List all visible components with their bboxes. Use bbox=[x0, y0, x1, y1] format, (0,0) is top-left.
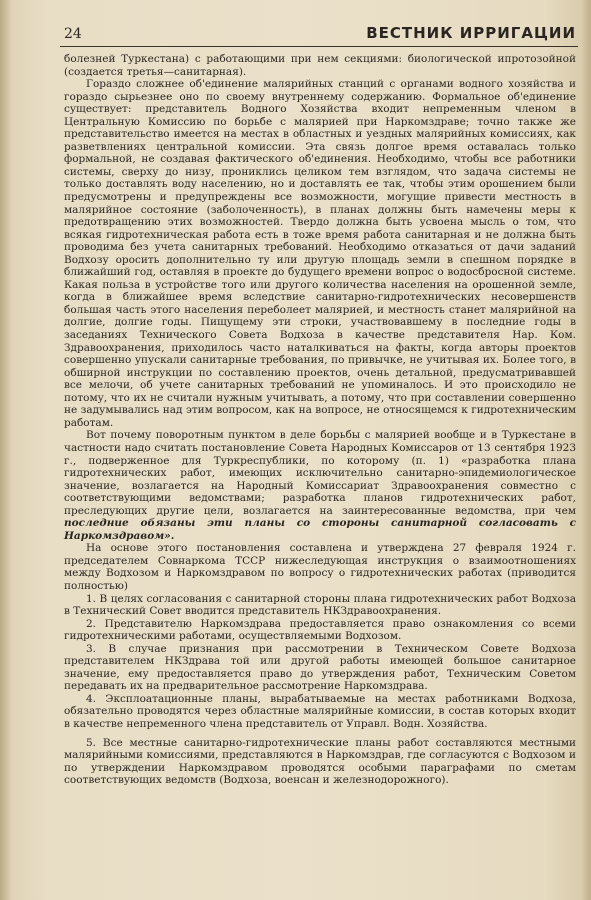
instruction-item-4: 4. Эксплоатационные планы, вырабатываемые на местах работниками Водхоза, обязательно проводятся через областные малярийные комиссии, в состав которых входит в качестве непременного члена представитель от Управл. Водн. Хозяйства. bbox=[64, 692, 576, 730]
page-edge-shadow-left bbox=[0, 0, 12, 900]
header-rule bbox=[60, 46, 578, 47]
article-body bbox=[64, 53, 576, 787]
running-header bbox=[60, 24, 580, 46]
instruction-item-5: 5. Все местные санитарно-гидротехнические планы работ составляются местными малярийными комиссиями, представляются в Наркомздрав, где согласуются с Водхозом и по утверждении Наркомздравом проводятся особыми параграфами по сметам соответствующих ведомств (Водхоза, военсан и железнодорожного). bbox=[64, 736, 576, 787]
paragraph-instruction: На основе этого постановления составлена и утверждена 27 февраля 1924 г. председателем Совнаркома ТССР нижеследующая инструкция о взаимоотношениях между Водхозом и Наркомздравом по вопросу о гидротехнических работах (приводится полностью) bbox=[64, 542, 576, 592]
page-edge-shadow-right bbox=[581, 0, 591, 900]
paragraph-water-management: Гораздо сложнее об'единение малярийных станций с органами водного хозяйства и гораздо сырьезнее оно по своему внутреннему содержанию. Формальное об'единение существует: представитель Водного Хозяйства входит непременным членом в Центральную Комиссию по борьбе с малярией при Наркомздраве; точно также же представительство имеется на местах в областных и уездных малярийных комиссиях, как разветвлениях центральной комиссии. Эта связь долгое время оставалась только формальной, не создавая фактического об'единения. Необходимо, чтобы все работники системы, сверху до низу, прониклись целиком тем взглядом, что задача системы не только доставлять воду населению, но и доставлять ее так, чтобы этим орошением были предусмотрены и предупреждены все возможности, могущие привести местность в малярийное состояние (заболоченность), в планах должны быть намечены меры к предотвращению этих возможностей. Твердо должна быть усвоена мысль о том, что всякая гидротехническая работа есть в тоже время работа санитарная и не должна быть проводима без учета санитарных требований. Необходимо отказаться от дачи заданий Водхозу оросить дополнительно ту или другую площадь земли в спешном порядке в ближайший год, оставляя в проекте до будущего времени вопрос о водосбросной системе. Какая польза в устройстве того или другого количества населения на орошенной земле, когда в ближайшее время вследствие санитарно-гидротехнических несовершенств большая часть этого населения переболеет малярией, и местность станет малярийной на долгие, долгие годы. Пищущему эти строки, участвовавшему в последние годы в заседаниях Технического Совета Водхоза в качестве представителя Нар. Ком. Здравоохранения, приходилось часто наталкиваться на факты, когда авторы проектов совершенно упускали санитарные требования, по привычке, не учитывая их. Более того, в обширной инструкции по составлению проектов, очень детальной, предусматривавшей все мелочи, об учете санитарных требований не упоминалось. И это происходило не потому, что их не считали нужным учитывать, а потому, что при составлении совершенно не задумывались над этим вопросом, как на вопросе, не относящемся к гидротехническим работам. bbox=[64, 78, 576, 429]
instruction-item-3: 3. В случае признания при рассмотрении в Техническом Совете Водхоза представителем НКЗдрава той или другой работы имеющей большое санитарное значение, ему предоставляется право до утверждения работ, Техническим Советом передавать их на предварительное рассмотрение Наркомздрава. bbox=[64, 642, 576, 693]
decree-text: Вот почему поворотным пунктом в деле борьбы с малярией вообще и в Туркестане в частности надо считать постановление Совета Народных Комиссаров от 13 сентября 1923 г., подверженное для Туркреспублики, по которому (п. 1) «разработка плана гидротехнических работ, имеющих исключительно санитарно-эпидемиологическое значение, возлагается на Народный Комиссариат Здравоохранения совместно с соответствующими ведомствами; разработка планов гидротехнических работ, преследующих другие цели, возлагается на заинтересованные ведомства, при чем bbox=[64, 429, 576, 517]
decree-emphasis: последние обязаны эти планы со стороны санитарной согласовать с Наркомздравом». bbox=[64, 517, 576, 542]
page-number: 24 bbox=[64, 26, 82, 42]
journal-title: ВЕСТНИК ИРРИГАЦИИ bbox=[366, 24, 576, 42]
paragraph-continuation: болезней Туркестана) с работающими при нем секциями: биологической ипротозойной (создается третья—санитарная). bbox=[64, 53, 576, 78]
instruction-item-1: 1. В целях согласования с санитарной стороны плана гидротехнических работ Водхоза в Технический Совет вводится представитель НКЗдравоохранения. bbox=[64, 592, 576, 618]
instruction-item-2: 2. Представителю Наркомздрава предоставляется право ознакомления со всеми гидротехническими работами, осуществляемыми Водхозом. bbox=[64, 617, 576, 643]
paragraph-decree bbox=[64, 429, 576, 542]
